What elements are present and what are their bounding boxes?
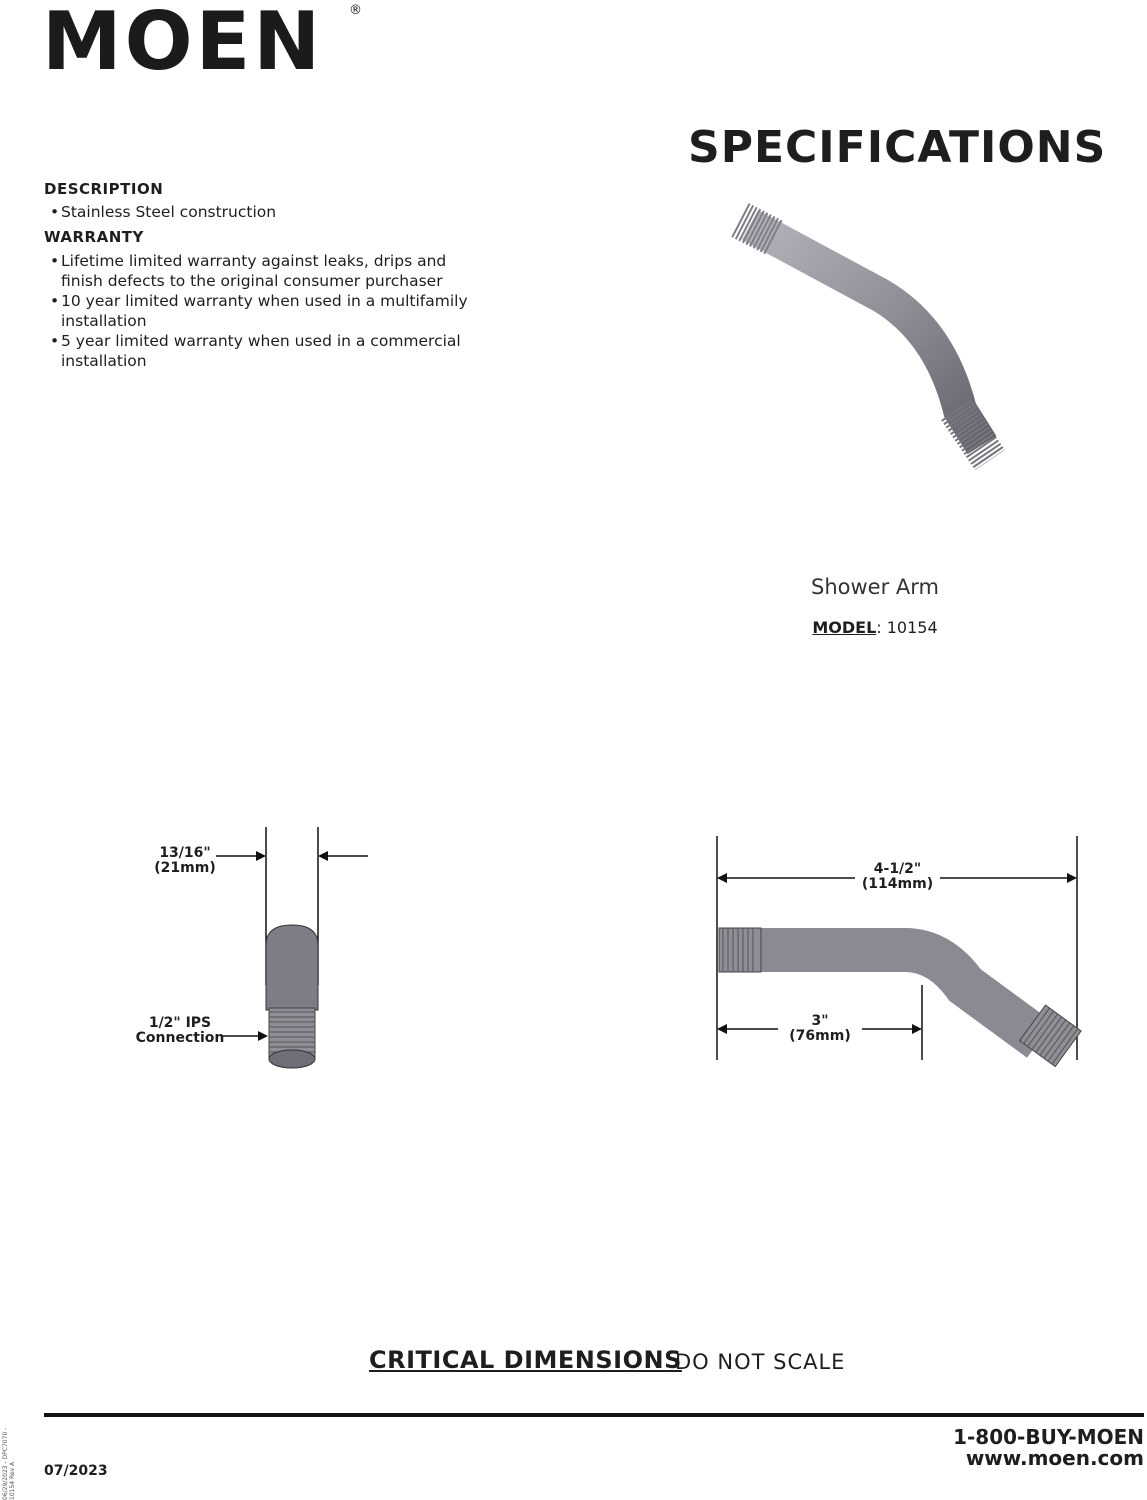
straight-mm: (76mm) (789, 1028, 851, 1044)
straight-inches: 3" (811, 1013, 829, 1029)
side-document-code: 06/29/2023 - DPC7070 - 10154 Rev A (2, 1427, 16, 1500)
warranty-heading: WARRANTY (44, 228, 144, 246)
connection-text: Connection (135, 1030, 225, 1046)
description-heading: DESCRIPTION (44, 180, 164, 198)
footer-divider (44, 1413, 1144, 1417)
page-title: SPECIFICATIONS (688, 122, 1107, 173)
footer-website: www.moen.com (965, 1446, 1144, 1470)
footer-date: 07/2023 (44, 1463, 108, 1479)
model-label: MODEL (812, 618, 877, 637)
critical-dimensions-title: CRITICAL DIMENSIONS (369, 1346, 682, 1374)
footer-contact (953, 1427, 1144, 1469)
moen-logo: MOEN (42, 0, 324, 88)
connection-size: 1/2" IPS (148, 1015, 212, 1031)
registered-mark: ® (349, 3, 362, 18)
length-dimension-label (855, 862, 940, 892)
footer-phone: 1-800-BUY-MOEN (953, 1425, 1144, 1449)
model-number: 10154 (886, 618, 938, 637)
warranty-item: • Lifetime limited warranty against leaks, drips and finish defects to the original consumer purchaser (44, 251, 481, 291)
width-inches: 13/16" (159, 845, 211, 861)
warranty-item: • 5 year limited warranty when used in a commercial installation (44, 331, 544, 371)
description-item: • Stainless Steel construction (44, 202, 544, 222)
do-not-scale-note: DO NOT SCALE (675, 1350, 846, 1374)
straight-dimension-label (778, 1014, 862, 1044)
warranty-item: • 10 year limited warranty when used in a multifamily installation (44, 291, 544, 331)
length-mm: (114mm) (861, 876, 934, 892)
model-separator: : (876, 618, 882, 637)
width-mm: (21mm) (154, 860, 216, 876)
product-name: Shower Arm (811, 575, 939, 599)
length-inches: 4-1/2" (873, 861, 922, 877)
